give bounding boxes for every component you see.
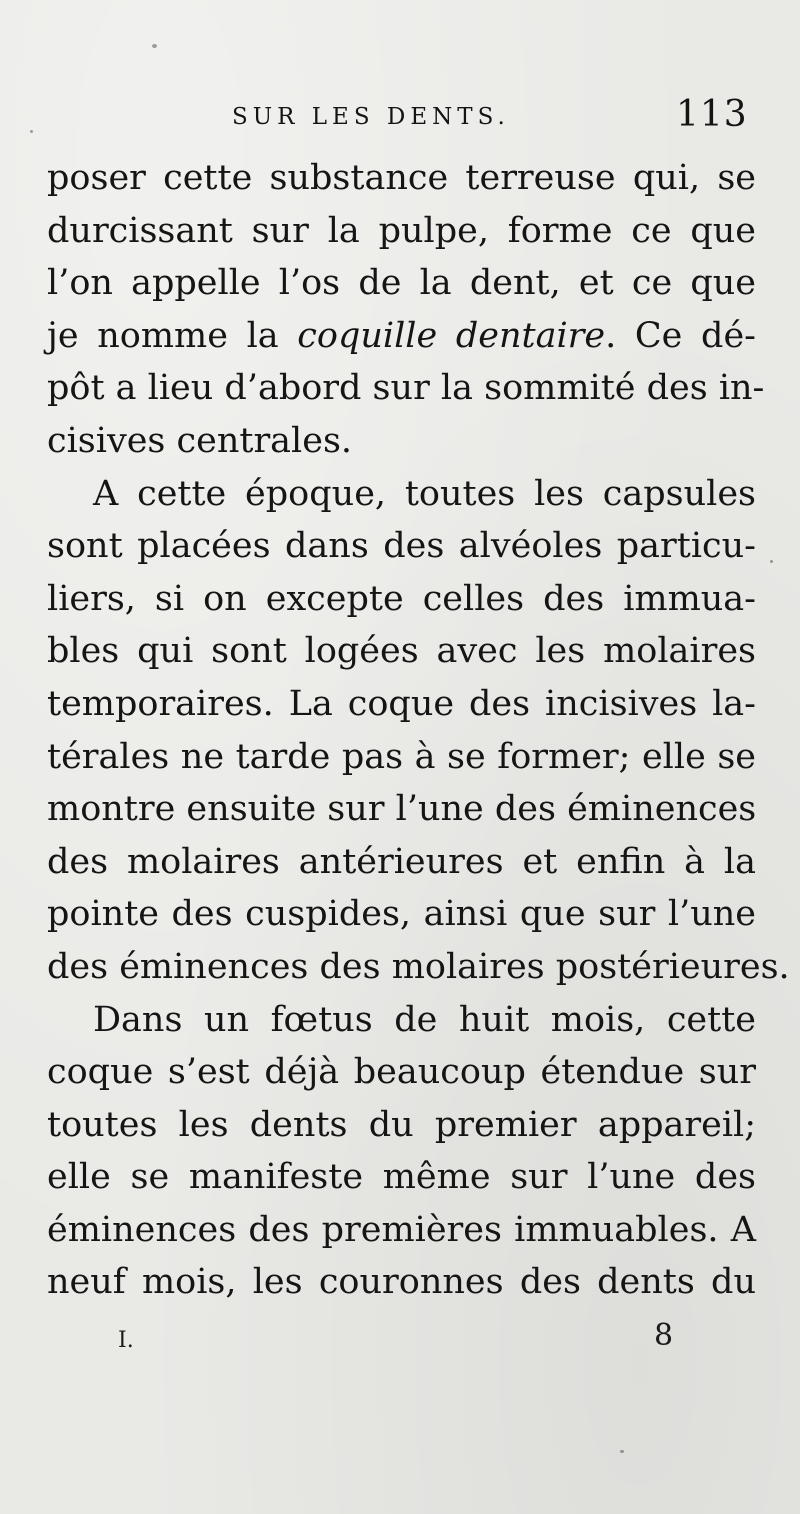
text-line: montre ensuite sur l’une des éminences <box>47 789 757 830</box>
text-line: liers, si on excepte celles des immua- <box>47 578 756 619</box>
text-line: cisives centrales. <box>47 420 353 461</box>
text-line: éminences des premières immuables. A <box>47 1209 756 1250</box>
text-line: Dans un fœtus de huit mois, cette <box>93 999 756 1040</box>
paper-speck <box>152 44 157 48</box>
text-line: temporaires. La coque des incisives la- <box>47 683 756 724</box>
page-footer <box>0 1318 800 1368</box>
text-line: térales ne tarde pas à se former; elle se <box>47 736 756 777</box>
text-line: elle se manifeste même sur l’une des <box>47 1157 756 1198</box>
page-number: 113 <box>676 94 748 135</box>
text-line: A cette époque, toutes les capsules <box>93 473 756 514</box>
page-header <box>0 94 800 144</box>
text-line: des éminences des molaires postérieures. <box>47 946 790 987</box>
text-line: neuf mois, les couronnes des dents du <box>47 1262 756 1303</box>
text-line: l’on appelle l’os de la dent, et ce que <box>47 263 756 304</box>
body-text <box>47 152 790 1309</box>
running-head: SUR LES DENTS. <box>232 104 510 130</box>
signature-mark: I. <box>118 1328 134 1353</box>
paper-speck <box>30 130 33 133</box>
paper-speck <box>770 560 773 563</box>
sheet-number: 8 <box>654 1318 674 1353</box>
text-line: je nomme la coquille dentaire. Ce dé- <box>47 315 756 356</box>
italic-term: coquille dentaire <box>297 315 606 356</box>
text-line: toutes les dents du premier appareil; <box>47 1104 756 1145</box>
text-line: sont placées dans des alvéoles particu- <box>47 526 756 567</box>
text-line: poser cette substance terreuse qui, se <box>47 158 756 198</box>
paper-speck <box>620 1450 624 1453</box>
text-line: pointe des cuspides, ainsi que sur l’une <box>47 894 756 935</box>
text-line: des molaires antérieures et enfin à la <box>47 841 756 882</box>
text-line: pôt a lieu d’abord sur la sommité des in- <box>47 368 765 409</box>
text-line: coque s’est déjà beaucoup étendue sur <box>47 1052 756 1093</box>
text-line: durcissant sur la pulpe, forme ce que <box>47 210 756 251</box>
text-line: bles qui sont logées avec les molaires <box>47 631 756 672</box>
